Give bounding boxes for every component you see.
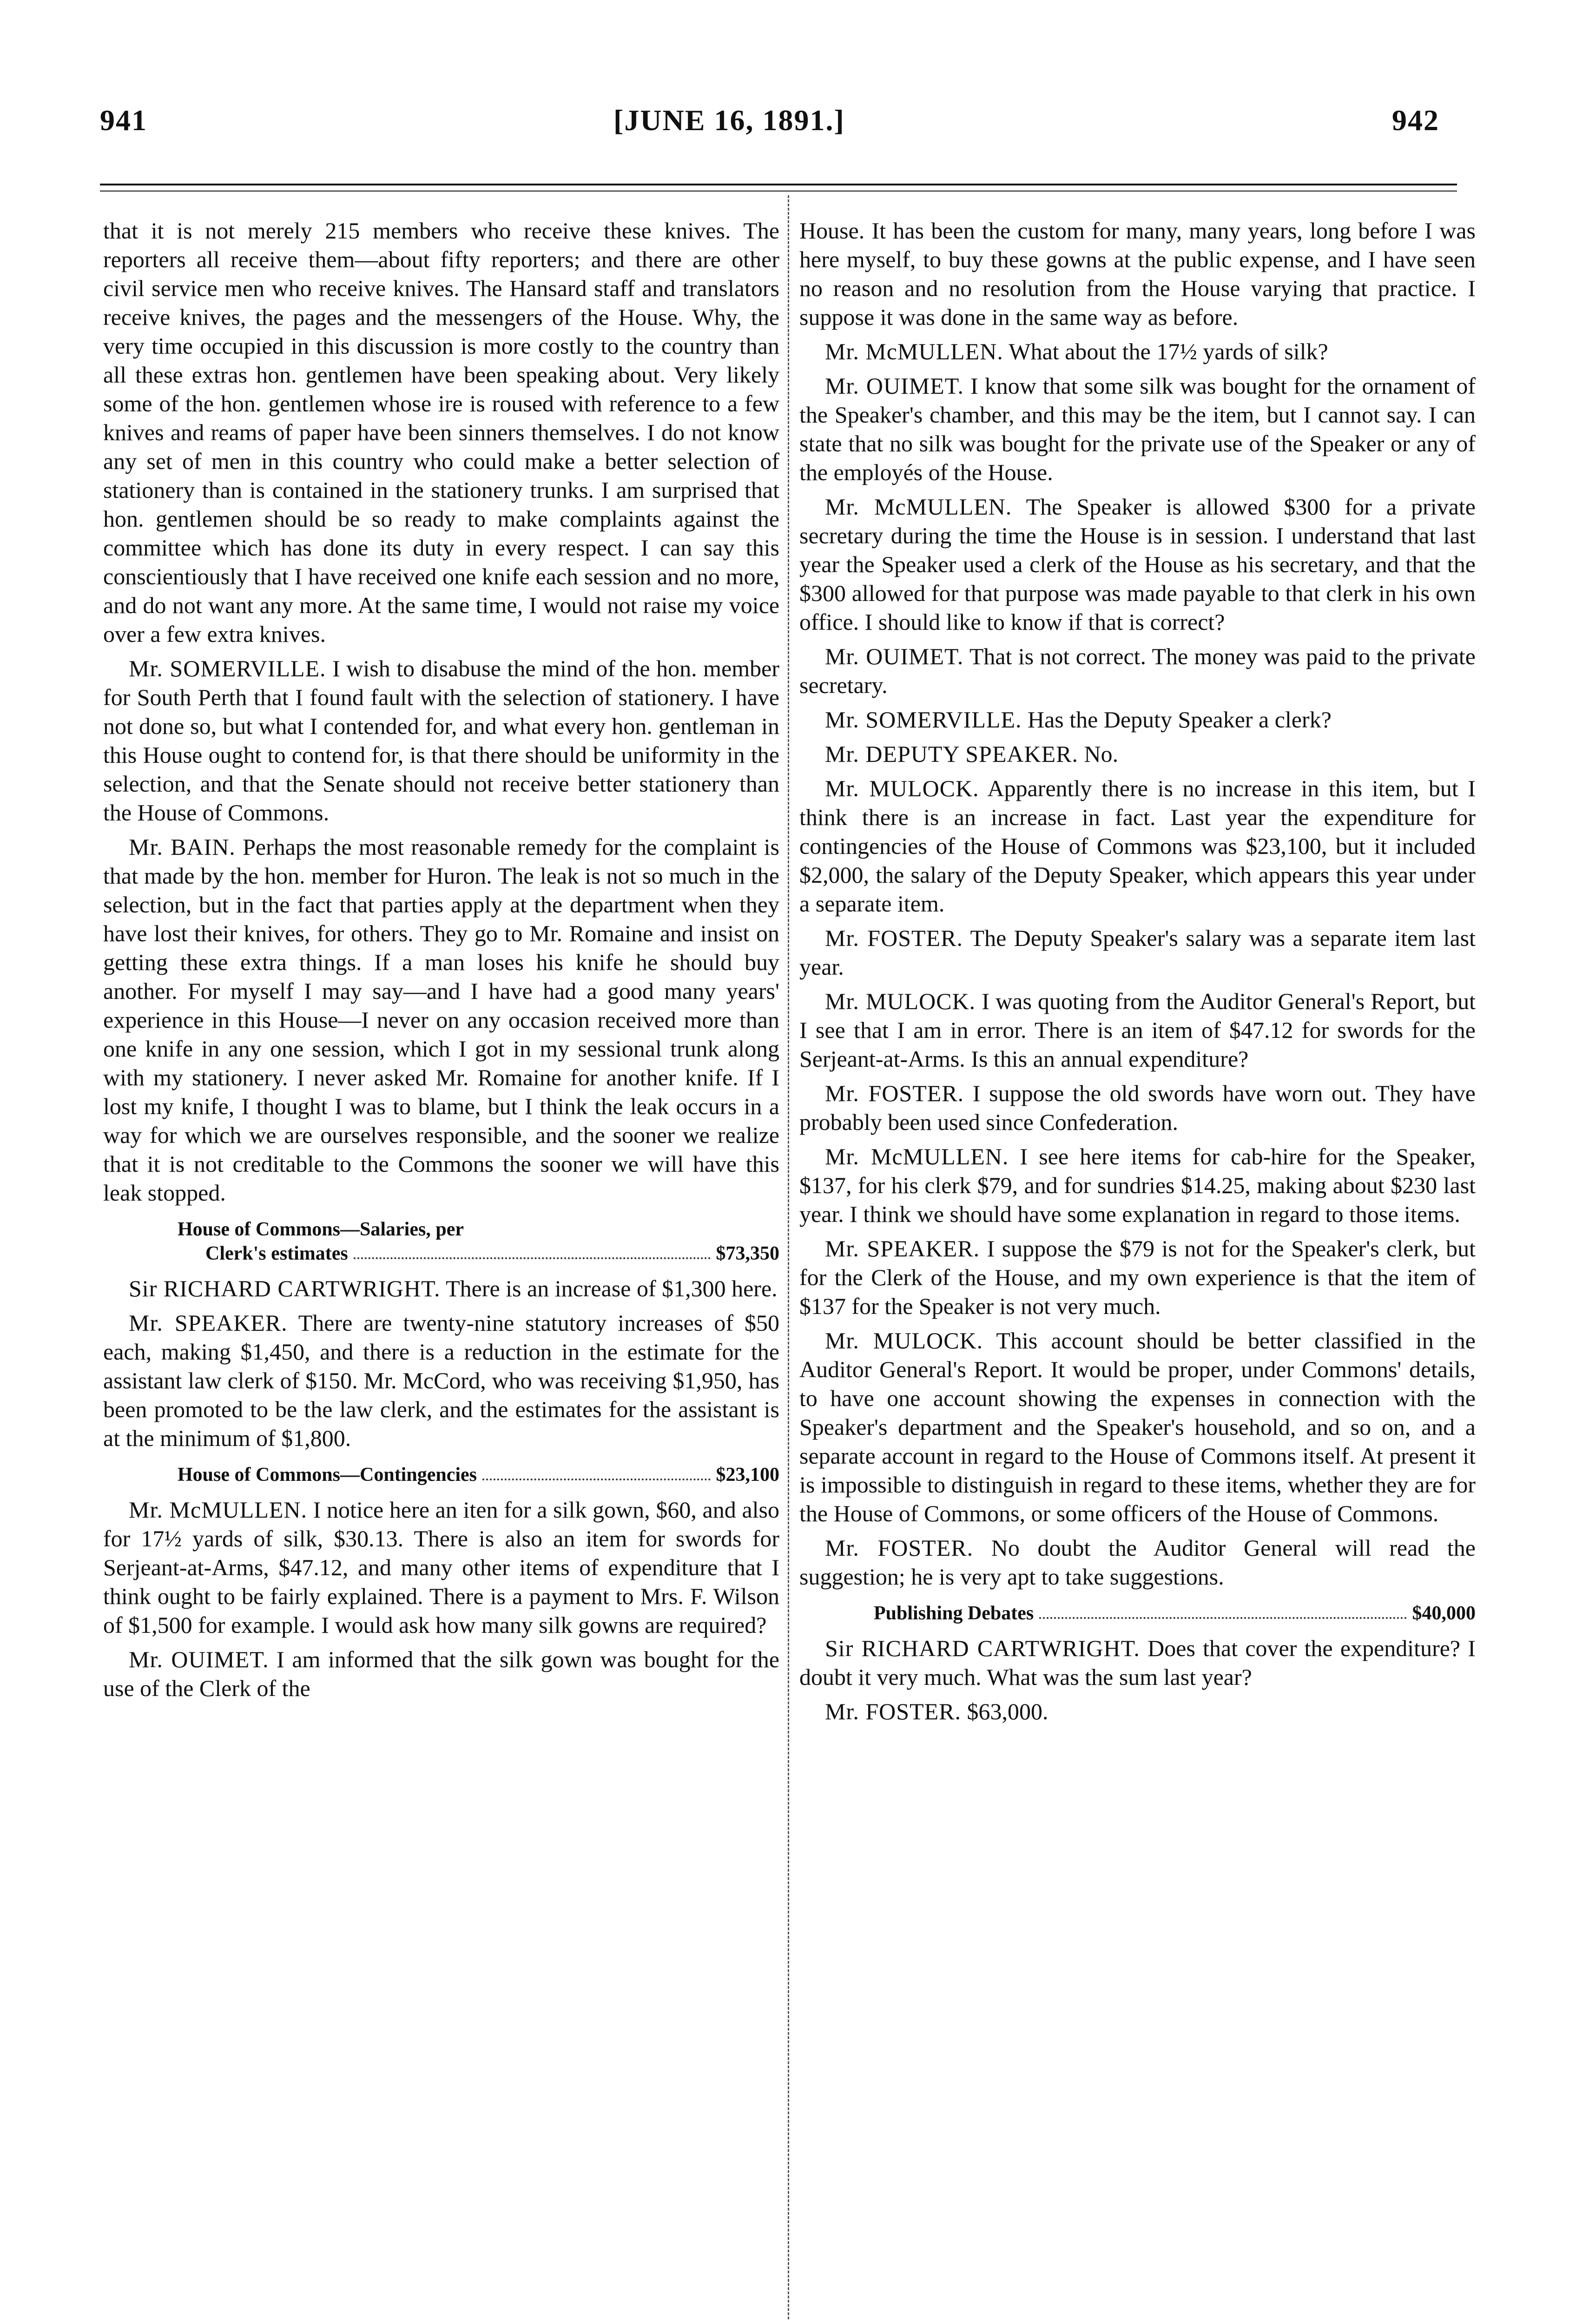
speech-text: This account should be better classified in the Auditor General's Report. It would be proper, under Commons' details, to have one account showing the expenses in connection with the Speaker's department and the Speaker's household, and so on, and a separate account in regard to the House of Commons itself. At present it is impossible to distinguish in regard to these items, whether they are for the House of Commons, or some officers of the House of Commons. — [799, 1327, 1476, 1526]
speaker-name: Mr. SOMERVILLE. — [825, 706, 1022, 733]
speaker-name: Mr. FOSTER. — [825, 925, 963, 951]
paragraph — [799, 774, 1476, 918]
speech-text: Has the Deputy Speaker a clerk? — [1028, 706, 1332, 733]
column-divider — [788, 195, 789, 2319]
paragraph — [799, 705, 1476, 734]
speaker-name: Mr. FOSTER. — [825, 1080, 964, 1106]
page-number-left: 941 — [100, 104, 147, 137]
paragraph — [799, 337, 1476, 366]
speech-text: There are twenty-nine statutory increases of $50 each, making $1,450, and there is a reduction in the estimate for the assistant law clerk of $150. Mr. McCord, who was receiving $1,950, has been promoted to be the law clerk, and the estimates for the assistant is at the minimum of $1,800. — [103, 1310, 779, 1451]
estimate-label: House of Commons—Salaries, per — [178, 1219, 464, 1240]
paragraph — [799, 642, 1476, 700]
speech-text: Does that cover the expenditure? I doubt it very much. What was the sum last year? — [799, 1635, 1476, 1690]
estimate-item — [799, 1601, 1476, 1625]
speech-text: No doubt the Auditor General will read the suggestion; he is very apt to take suggestions. — [799, 1535, 1476, 1590]
leader-dots — [1039, 1601, 1406, 1619]
speech-text: I was quoting from the Auditor General's Report, but I see that I am in error. There is an item of $47.12 for swords for the Serjeant-at-Arms. Is this an annual expenditure? — [799, 988, 1476, 1072]
paragraph: House. It has been the custom for many, many years, long before I was here myself, to buy these gowns at the public expense, and I have seen no reason and no resolution from the House varying that practice. I suppose it was done in the same way as before. — [799, 218, 1476, 330]
paragraph — [799, 1326, 1476, 1528]
speaker-name: Mr. MULOCK. — [825, 775, 979, 801]
speaker-name: Mr. MULOCK. — [825, 1327, 983, 1353]
speaker-name: Mr. SPEAKER. — [129, 1310, 288, 1336]
speaker-name: Mr. SPEAKER. — [825, 1235, 980, 1261]
paragraph — [799, 739, 1476, 768]
speaker-name: Mr. FOSTER. — [825, 1698, 962, 1724]
speaker-name: Mr. FOSTER. — [825, 1535, 974, 1561]
estimate-label: Publishing Debates — [874, 1603, 1034, 1624]
speech-text: $63,000. — [967, 1698, 1048, 1724]
paragraph — [103, 654, 779, 827]
paragraph — [103, 1274, 779, 1303]
speaker-name: Mr. OUIMET. — [825, 373, 964, 399]
paragraph — [103, 1645, 779, 1703]
paragraph — [103, 1495, 779, 1639]
left-column — [103, 216, 779, 1708]
leader-dots — [482, 1463, 710, 1480]
speaker-name: Mr. BAIN. — [129, 834, 236, 860]
speaker-name: Mr. McMULLEN. — [825, 1143, 1009, 1169]
paragraph — [799, 1079, 1476, 1136]
speaker-name: Mr. MULOCK. — [825, 988, 976, 1014]
speaker-name: Mr. McMULLEN. — [825, 494, 1012, 520]
estimate-amount: $23,100 — [716, 1464, 779, 1486]
paragraph — [799, 1634, 1476, 1691]
paragraph — [103, 832, 779, 1207]
paragraph — [799, 371, 1476, 487]
paragraph — [799, 1234, 1476, 1320]
speaker-name: Mr. McMULLEN. — [825, 338, 1003, 364]
estimate-label-cont: Clerk's estimates — [205, 1243, 348, 1264]
estimate-item — [103, 1463, 779, 1487]
speaker-name: Mr. DEPUTY SPEAKER. — [825, 741, 1078, 767]
page-number-right: 942 — [1392, 104, 1439, 137]
speech-text: I am informed that the silk gown was bought for the use of the Clerk of the — [103, 1646, 779, 1701]
right-column — [799, 216, 1476, 1731]
speech-text: There is an increase of $1,300 here. — [446, 1275, 778, 1301]
estimate-item — [103, 1217, 779, 1266]
page-date: [JUNE 16, 1891.] — [613, 104, 845, 137]
paragraph — [799, 1142, 1476, 1228]
speaker-name: Mr. McMULLEN. — [129, 1497, 307, 1523]
speaker-name: Mr. OUIMET. — [825, 643, 964, 669]
paragraph — [103, 1308, 779, 1452]
speech-text: The Speaker is allowed $300 for a private secretary during the time the House is in session. I understand that last year the Speaker used a clerk of the House as his secretary, and that the $300 allowed for that purpose was made payable to that clerk in his own office. I should like to know if that is correct? — [799, 494, 1476, 635]
speech-text: I suppose the old swords have worn out. They have probably been used since Confederation. — [799, 1080, 1476, 1135]
leader-dots — [354, 1241, 711, 1259]
speech-text: Apparently there is no increase in this item, but I think there is an increase in fact. Last year the expenditure for contingencies of the House of Commons was $23,100, but it included $2,000, the salary of the Deputy Speaker, which appears this year under a separate item. — [799, 775, 1476, 917]
speech-text: I know that some silk was bought for the ornament of the Speaker's chamber, and this may be the item, but I cannot say. I can state that no silk was bought for the private use of the Speaker or any of the employés of the House. — [799, 373, 1476, 485]
speaker-name: Mr. OUIMET. — [129, 1646, 269, 1672]
paragraph: that it is not merely 215 members who receive these knives. The reporters all receive them—about fifty reporters; and there are other civil service men who receive knives. The Hansard staff and translators receive knives, the pages and the messengers of the House. Why, the very time occupied in this discussion is more costly to the country than all these extras hon. gentlemen have been speaking about. Very likely some of the hon. gentlemen whose ire is roused with reference to a few knives and reams of paper have been sinners themselves. I do not know any set of men in this country who could make a better selection of stationery than is contained in the stationery trunks. I am surprised that hon. gentlemen should be so ready to make complaints against the committee which has done its duty in every respect. I can say this conscientiously that I have received one knife each session and no more, and do not want any more. At the same time, I would not raise my voice over a few extra knives. — [103, 218, 779, 647]
speaker-name: Mr. SOMERVILLE. — [129, 655, 326, 681]
paragraph — [799, 1533, 1476, 1591]
estimate-amount: $40,000 — [1412, 1603, 1476, 1624]
paragraph — [799, 987, 1476, 1073]
speech-text: That is not correct. The money was paid to the private secretary. — [799, 643, 1476, 698]
paragraph — [799, 924, 1476, 981]
speaker-name: Sir RICHARD CARTWRIGHT. — [825, 1635, 1140, 1661]
speaker-name: Sir RICHARD CARTWRIGHT. — [129, 1275, 441, 1301]
speech-text: I suppose the $79 is not for the Speaker's clerk, but for the Clerk of the House, and my own experience is that the item of $137 for the Speaker is not very much. — [799, 1235, 1476, 1319]
speech-text: I see here items for cab-hire for the Speaker, $137, for his clerk $79, and for sundries $14.25, making about $230 last year. I think we should have some explanation in regard to those items. — [799, 1143, 1476, 1227]
speech-text: Perhaps the most reasonable remedy for the complaint is that made by the hon. member for Huron. The leak is not so much in the selection, but in the fact that parties apply at the department when they have lost their knives, for others. They go to Mr. Romaine and insist on getting these extra things. If a man loses his knife he should buy another. For myself I may say—and I have had a good many years' experience in this House—I never on any occasion received more than one knife in any one session, which I got in my sessional trunk along with my stationery. I never asked Mr. Romaine for another knife. If I lost my knife, I thought I was to blame, but I think the leak occurs in a way for which we are ourselves responsible, and the sooner we realize that it is not creditable to the Commons the sooner we will have this leak stopped. — [103, 834, 779, 1206]
estimate-amount: $73,350 — [716, 1243, 779, 1264]
speech-text: No. — [1084, 741, 1119, 767]
paragraph — [799, 492, 1476, 636]
speech-text: I notice here an iten for a silk gown, $60, and also for 17½ yards of silk, $30.13. There is also an item for swords for Serjeant-at-Arms, $47.12, and many other items of expenditure that I think ought to be fairly explained. There is a payment to Mrs. F. Wilson of $1,500 for example. I would ask how many silk gowns are required? — [103, 1497, 779, 1638]
speech-text: The Deputy Speaker's salary was a separate item last year. — [799, 925, 1476, 980]
header-rule — [100, 184, 1457, 185]
paragraph — [799, 1697, 1476, 1726]
speech-text: I wish to disabuse the mind of the hon. member for South Perth that I found fault with the selection of stationery. I have not done so, but what I contended for, and what every hon. gentleman in this House ought to contend for, is that there should be uniformity in the selection, and that the Senate should not receive better stationery than the House of Commons. — [103, 655, 779, 825]
speech-text: What about the 17½ yards of silk? — [1009, 338, 1328, 364]
estimate-label: House of Commons—Contingencies — [178, 1464, 477, 1486]
